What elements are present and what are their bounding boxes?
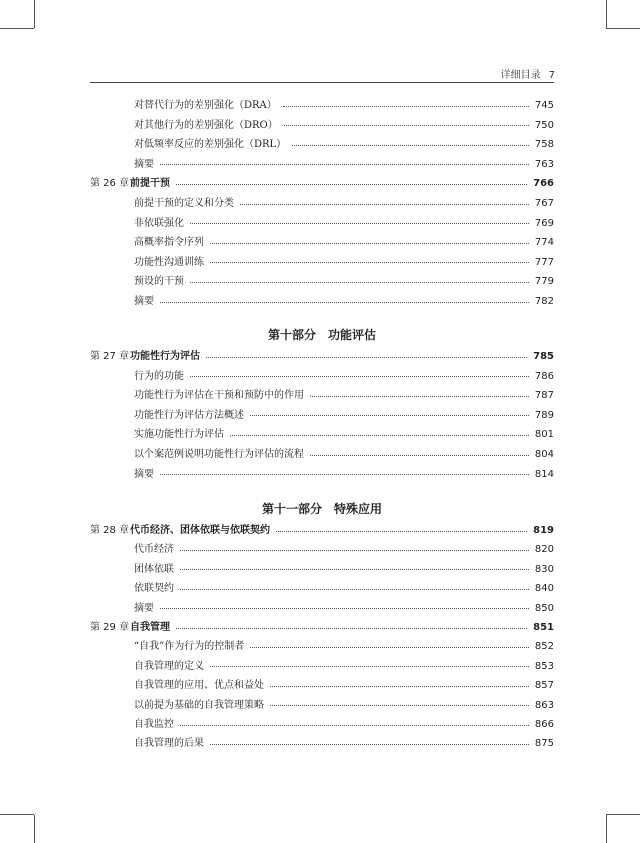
entry-title: 自我监控 xyxy=(134,719,174,730)
entry-page-number: 830 xyxy=(534,563,554,575)
entry-title: 功能性行为评估方法概述 xyxy=(134,409,244,421)
entry-title: 对替代行为的差别强化（DRA） xyxy=(134,100,277,111)
entry-page-number: 777 xyxy=(534,256,554,268)
dot-leader xyxy=(160,302,529,303)
entry-title: 自我管理的后果 xyxy=(134,738,204,750)
toc-section-entry[interactable] xyxy=(90,468,554,482)
entry-page-number: 750 xyxy=(534,119,554,131)
entry-page-number: 801 xyxy=(534,429,554,441)
dot-leader xyxy=(190,223,529,224)
dot-leader xyxy=(240,204,529,205)
dot-leader xyxy=(310,396,529,397)
entry-title: 以个案范例说明功能性行为评估的流程 xyxy=(134,449,304,460)
toc-section-entry[interactable] xyxy=(90,582,554,596)
toc-section-entry[interactable] xyxy=(90,718,554,732)
entry-title: 摘要 xyxy=(134,158,154,170)
toc-section-entry[interactable] xyxy=(90,256,554,270)
toc-section-entry[interactable] xyxy=(90,699,554,713)
toc-chapter-entry[interactable] xyxy=(90,177,554,191)
toc-section-entry[interactable] xyxy=(90,563,554,577)
dot-leader xyxy=(176,628,527,629)
toc-section-entry[interactable] xyxy=(90,428,554,442)
toc-section-entry[interactable] xyxy=(90,409,554,423)
entry-title: 以前提为基础的自我管理策略 xyxy=(134,699,264,711)
entry-page-number: 769 xyxy=(534,217,554,229)
entry-page-number: 851 xyxy=(533,622,554,633)
dot-leader xyxy=(276,531,527,532)
entry-title: 对低频率反应的差别强化（DRL） xyxy=(134,139,287,151)
dot-leader xyxy=(180,589,529,590)
toc-section-entry[interactable] xyxy=(90,370,554,384)
entry-page-number: 853 xyxy=(534,660,554,672)
entry-page-number: 787 xyxy=(534,390,554,402)
toc-section-entry[interactable] xyxy=(90,295,554,309)
toc-section-entry[interactable] xyxy=(90,679,554,693)
dot-leader xyxy=(180,569,529,570)
entry-page-number: 779 xyxy=(534,276,554,288)
entry-title: 代币经济、团体依联与依联契约 xyxy=(130,525,270,536)
dot-leader xyxy=(210,262,529,263)
crop-mark xyxy=(606,815,607,843)
entry-title: “自我”作为行为的控制者 xyxy=(134,641,245,653)
toc-section-entry[interactable] xyxy=(90,197,554,211)
entry-page-number: 758 xyxy=(534,139,554,151)
dot-leader xyxy=(160,608,529,609)
part-title-10: 第十部分 功能评估 xyxy=(267,328,376,342)
dot-leader xyxy=(310,455,529,456)
dot-leader xyxy=(206,357,527,358)
running-title: 详细目录 xyxy=(500,70,541,81)
entry-page-number: 875 xyxy=(534,738,554,750)
dot-leader xyxy=(284,125,529,126)
chapter-number: 第 28 章 xyxy=(90,525,130,536)
entry-title: 前提干预 xyxy=(130,178,170,190)
toc-chapter-entry[interactable] xyxy=(90,524,554,538)
running-head xyxy=(501,66,555,81)
entry-page-number: 820 xyxy=(534,544,554,556)
header-page-number: 7 xyxy=(548,70,555,81)
toc-section-entry[interactable] xyxy=(90,275,554,289)
toc-section-entry[interactable] xyxy=(90,660,554,674)
toc-section-entry[interactable] xyxy=(90,543,554,557)
chapter-number: 第 27 章 xyxy=(90,351,130,362)
entry-page-number: 850 xyxy=(534,602,554,614)
dot-leader xyxy=(270,705,529,706)
dot-leader xyxy=(190,282,529,283)
entry-page-number: 840 xyxy=(534,583,554,595)
entry-title: 自我管理 xyxy=(130,622,170,633)
dot-leader xyxy=(250,415,529,416)
entry-page-number: 767 xyxy=(534,198,554,209)
dot-leader xyxy=(270,686,529,687)
entry-title: 功能性行为评估在干预和预防中的作用 xyxy=(134,390,304,402)
entry-title: 自我管理的应用、优点和益处 xyxy=(134,680,264,692)
toc-chapter-entry[interactable] xyxy=(90,621,554,635)
dot-leader xyxy=(210,243,529,244)
dot-leader xyxy=(160,164,529,165)
entry-title: 前提干预的定义和分类 xyxy=(134,198,234,209)
dot-leader xyxy=(180,725,529,726)
toc-section-entry[interactable] xyxy=(90,138,554,152)
entry-title: 实施功能性行为评估 xyxy=(134,429,224,441)
toc-section-entry[interactable] xyxy=(90,448,554,462)
dot-leader xyxy=(160,474,529,475)
crop-mark xyxy=(34,0,35,28)
dot-leader xyxy=(176,184,527,185)
dot-leader xyxy=(180,550,529,551)
entry-title: 摘要 xyxy=(134,602,154,614)
entry-page-number: 789 xyxy=(534,409,554,421)
dot-leader xyxy=(190,376,529,377)
crop-mark xyxy=(0,814,34,815)
entry-page-number: 804 xyxy=(534,449,554,460)
toc-section-entry[interactable] xyxy=(90,158,554,172)
entry-title: 摘要 xyxy=(134,468,154,480)
part-title-11: 第十一部分 特殊应用 xyxy=(261,502,382,516)
entry-page-number: 863 xyxy=(534,699,554,711)
toc-chapter-entry[interactable] xyxy=(90,350,554,364)
crop-mark xyxy=(606,814,640,815)
entry-page-number: 785 xyxy=(533,351,554,362)
dot-leader xyxy=(210,666,529,667)
entry-title: 摘要 xyxy=(134,296,154,307)
entry-title: 依联契约 xyxy=(134,583,174,595)
entry-title: 非依联强化 xyxy=(134,217,184,229)
entry-page-number: 763 xyxy=(534,158,554,170)
dot-leader xyxy=(283,106,529,107)
chapter-number: 第 29 章 xyxy=(90,622,130,633)
toc-section-entry[interactable] xyxy=(90,737,554,751)
dot-leader xyxy=(292,145,529,146)
header-rule xyxy=(90,82,554,83)
toc-section-entry[interactable] xyxy=(90,99,554,113)
entry-page-number: 745 xyxy=(534,100,554,111)
entry-page-number: 866 xyxy=(534,719,554,730)
entry-page-number: 857 xyxy=(534,680,554,692)
entry-page-number: 852 xyxy=(534,641,554,653)
entry-page-number: 819 xyxy=(533,525,554,536)
entry-page-number: 774 xyxy=(534,237,554,249)
toc-section-entry[interactable] xyxy=(90,236,554,250)
entry-title: 行为的功能 xyxy=(134,370,184,382)
entry-title: 对其他行为的差别强化（DRO） xyxy=(134,119,278,131)
entry-title: 自我管理的定义 xyxy=(134,660,204,672)
entry-title: 功能性行为评估 xyxy=(130,351,200,362)
entry-title: 预设的干预 xyxy=(134,276,184,288)
entry-title: 团体依联 xyxy=(134,563,174,575)
entry-page-number: 782 xyxy=(534,296,554,307)
toc-section-entry[interactable] xyxy=(90,119,554,133)
toc-section-entry[interactable] xyxy=(90,602,554,616)
toc-section-entry[interactable] xyxy=(90,217,554,231)
crop-mark xyxy=(606,0,607,28)
dot-leader xyxy=(230,435,529,436)
dot-leader xyxy=(210,744,529,745)
toc-section-entry[interactable] xyxy=(90,640,554,654)
entry-title: 高概率指令序列 xyxy=(134,237,204,249)
entry-page-number: 786 xyxy=(534,370,554,382)
toc-section-entry[interactable] xyxy=(90,389,554,403)
crop-mark xyxy=(606,28,640,29)
entry-title: 代币经济 xyxy=(134,544,174,556)
dot-leader xyxy=(250,647,529,648)
crop-mark xyxy=(34,815,35,843)
crop-mark xyxy=(0,28,34,29)
entry-page-number: 814 xyxy=(534,468,554,480)
chapter-number: 第 26 章 xyxy=(90,178,130,190)
entry-page-number: 766 xyxy=(533,178,554,190)
entry-title: 功能性沟通训练 xyxy=(134,256,204,268)
